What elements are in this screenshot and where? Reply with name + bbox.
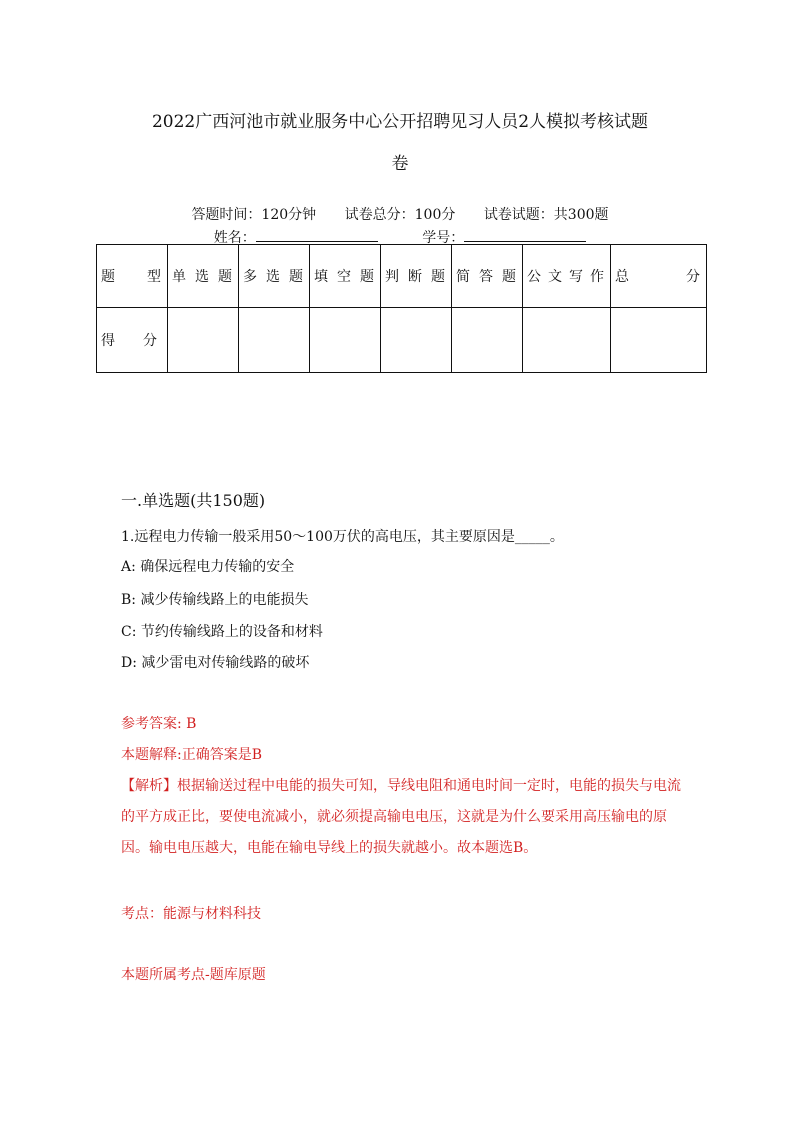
time-label: 答题时间：120分钟 xyxy=(191,207,317,223)
student-id-blank[interactable] xyxy=(464,229,586,242)
source-label: 本题所属考点-题库原题 xyxy=(121,967,266,983)
col-total: 总 分 xyxy=(611,245,707,308)
score-table xyxy=(96,244,707,373)
col-official-writing: 公文写作 xyxy=(523,245,611,308)
question-count-label: 试卷试题：共300题 xyxy=(483,207,609,223)
student-id-label: 学号： xyxy=(422,230,465,246)
score-cell[interactable] xyxy=(523,308,611,373)
score-cell[interactable] xyxy=(168,308,239,373)
exam-title-line1: 2022广西河池市就业服务中心公开招聘见习人员2人模拟考核试题 xyxy=(151,112,649,132)
col-short-answer: 简答题 xyxy=(452,245,523,308)
total-score-label: 试卷总分：100分 xyxy=(344,207,456,223)
col-multiple-choice: 多选题 xyxy=(239,245,310,308)
row-head-score: 得 分 xyxy=(97,308,168,373)
score-cell[interactable] xyxy=(452,308,523,373)
explanation-title: 本题解释:正确答案是B xyxy=(121,747,263,763)
option-b[interactable]: B: 减少传输线路上的电能损失 xyxy=(121,592,309,608)
score-cell[interactable] xyxy=(381,308,452,373)
score-cell[interactable] xyxy=(611,308,707,373)
col-fill-blank: 填空题 xyxy=(310,245,381,308)
option-c[interactable]: C: 节约传输线路上的设备和材料 xyxy=(121,624,323,640)
analysis-text: 【解析】根据输送过程中电能的损失可知，导线电阻和通电时间一定时，电能的损失与电流的平方成正比，要使电流减小，就必须提高输电电压，这就是为什么要采用高压输电的原因。输电电压越大，电能在输电导线上的损失就越小。故本题选B。 xyxy=(121,778,681,856)
score-cell[interactable] xyxy=(239,308,310,373)
name-blank[interactable] xyxy=(256,229,378,242)
option-a[interactable]: A: 确保远程电力传输的安全 xyxy=(121,559,295,575)
score-cell[interactable] xyxy=(310,308,381,373)
score-table-header-row xyxy=(97,245,707,308)
row-head-type: 题 型 xyxy=(97,245,168,308)
name-label: 姓名： xyxy=(213,230,256,246)
score-table-score-row xyxy=(97,308,707,373)
topic-label: 考点：能源与材料科技 xyxy=(121,906,261,922)
col-true-false: 判断题 xyxy=(381,245,452,308)
reference-answer: 参考答案: B xyxy=(121,716,197,732)
exam-info-line xyxy=(0,204,800,224)
option-d[interactable]: D: 减少雷电对传输线路的破坏 xyxy=(121,655,310,671)
exam-title-line2: 卷 xyxy=(391,154,409,174)
question-stem: 1.远程电力传输一般采用50～100万伏的高电压，其主要原因是_____。 xyxy=(121,529,564,545)
section-title: 一.单选题(共150题) xyxy=(121,491,266,510)
col-single-choice: 单选题 xyxy=(168,245,239,308)
